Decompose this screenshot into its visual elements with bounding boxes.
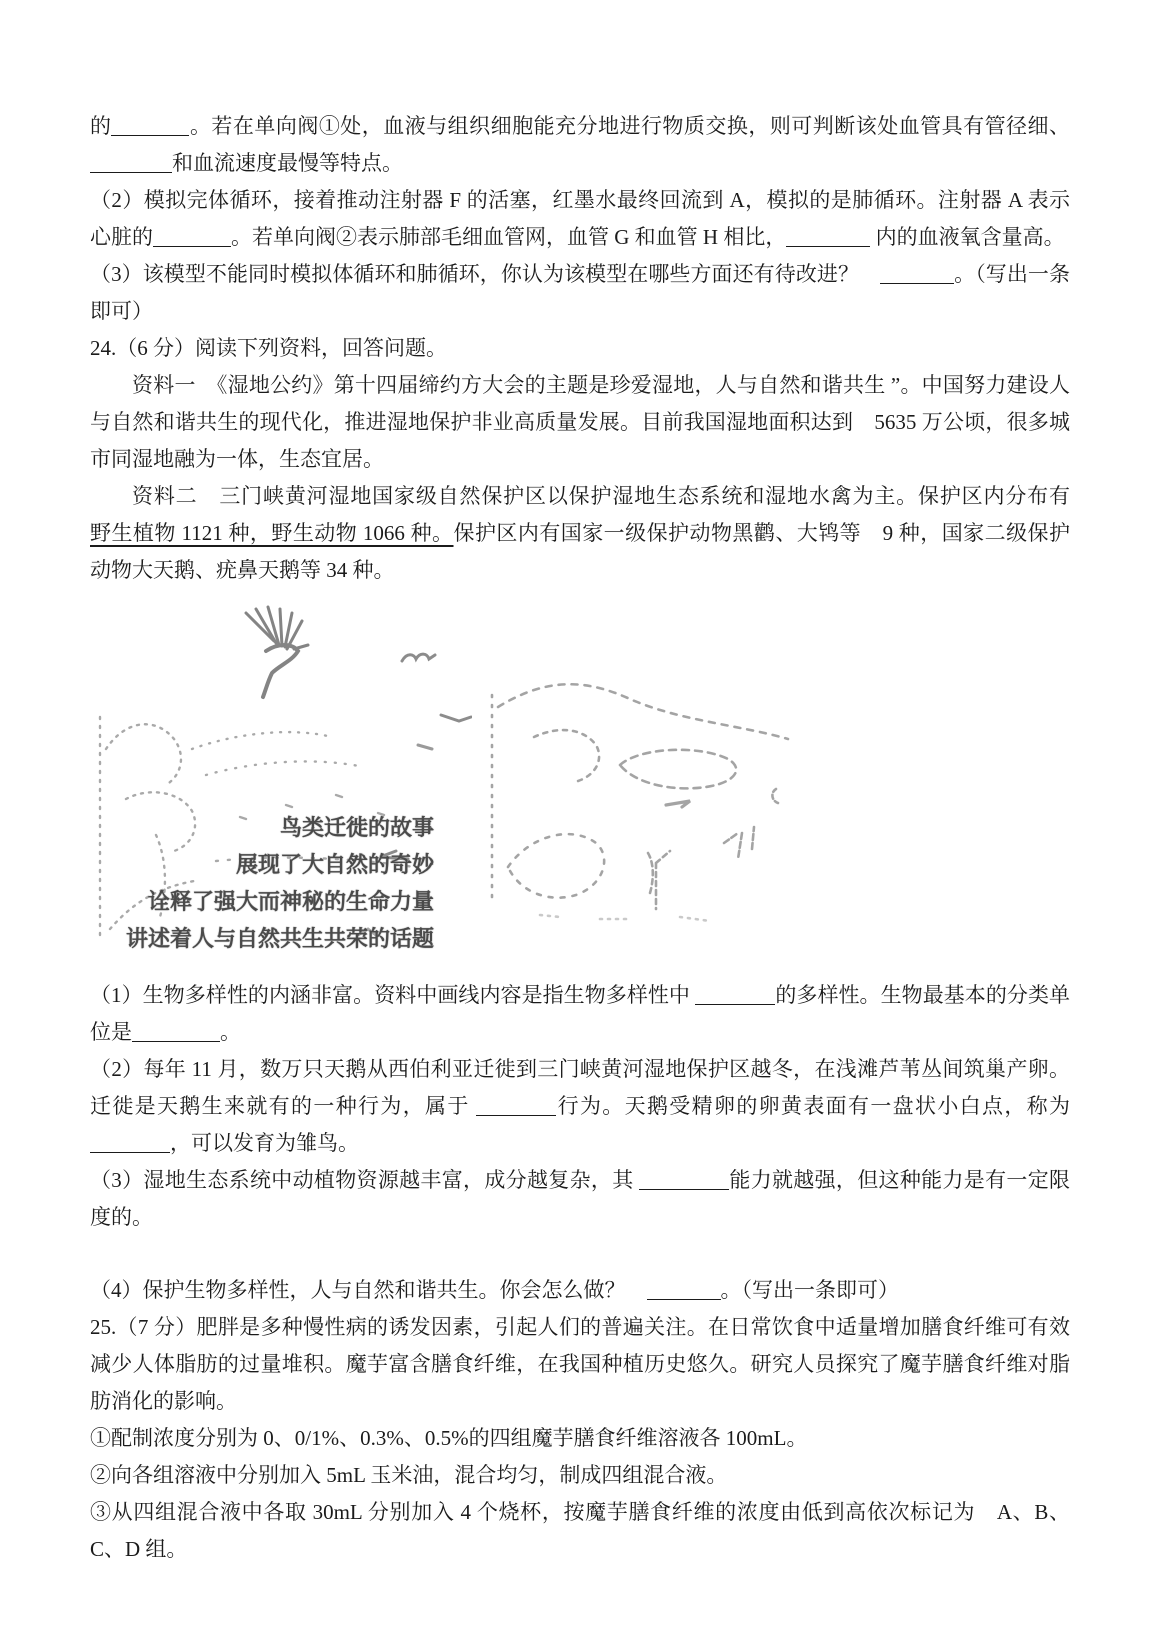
- answer-blank: [639, 1168, 729, 1190]
- text-run: （2）每年 11 月，数万只天鹅从西伯利亚迁徙到三门峡黄河湿地保护区越冬，在浅滩芦苇丛间筑巢产卵。迁徙是天鹅生来就有的一种行为，属于: [90, 1057, 1070, 1118]
- answer-blank: [695, 983, 775, 1005]
- answer-blank: [90, 151, 172, 173]
- text-run: 。（写出一条即可）: [90, 262, 1071, 323]
- text-run: 的: [90, 114, 112, 138]
- text-run: 资料二 三门峡黄河湿地国家级自然保护区以保护湿地生态系统和湿地水禽为主。保护区内分布有: [132, 484, 1091, 508]
- figure-caption-line: 讲述着人与自然共生共荣的话题: [125, 926, 434, 951]
- text-run: （2）模拟完体循环，接着推动注射器 F 的活塞，红墨水最终回流到 A，模拟的是肺循环。注射器 A 表示心脏的: [90, 188, 1070, 249]
- figure-caption-line: 诠释了强大而神秘的生命力量: [147, 889, 434, 914]
- answer-blank: [880, 262, 954, 284]
- answer-blank: [153, 225, 231, 247]
- text-run: 保护区内有国家一级保护动物黑鹳、大鸨等 9 种，国家二级保护动物大天鹅、疣鼻天鹅等 34 种。: [90, 521, 1070, 582]
- q25-step2-text: [90, 1457, 1070, 1494]
- text-run: ①配制浓度分别为 0、0/1%、0.3%、0.5%的四组魔芋膳食纤维溶液各 100mL。: [90, 1426, 808, 1450]
- text-run: 。若单向阀②表示肺部毛细血管网，血管 G 和血管 H 相比，: [231, 225, 787, 249]
- q24-heading: [90, 330, 1070, 367]
- text-run: 内的血液氧含量高。: [870, 225, 1065, 249]
- text-run: 资料一 《湿地公约》第十四届缔约方大会的主题是珍爱湿地，人与自然和谐共生 ”。中国努力建设人与自然和谐共生的现代化，推进湿地保护非业高质量发展。目前我国湿地面积达到 5635 万公顷，很多城市同湿地融为一体，生态宜居。: [90, 373, 1070, 471]
- figure-caption-line: 鸟类迁徙的故事: [279, 815, 434, 840]
- wetland-map-sketch-icon: [480, 647, 804, 934]
- text-run: ③从四组混合液中各取 30mL 分别加入 4 个烧杯，按魔芋膳食纤维的浓度由低到高依次标记为 A、B、C、D 组。: [90, 1500, 1070, 1561]
- text-run: 25.（7 分）肥胖是多种慢性病的诱发因素，引起人们的普遍关注。在日常饮食中适量增加膳食纤维可有效减少人体脂肪的过量堆积。魔芋富含膳食纤维，在我国种植历史悠久。研究人员探究了魔芋膳食纤维对脂肪消化的影响。: [90, 1315, 1070, 1413]
- text-run: ②向各组溶液中分别加入 5mL 玉米油，混合均匀，制成四组混合液。: [90, 1463, 728, 1487]
- answer-blank: [476, 1094, 556, 1116]
- text-run: （3）该模型不能同时模拟体循环和肺循环，你认为该模型在哪些方面还有待改进？: [90, 262, 881, 286]
- text-run: （3）湿地生态系统中动植物资源越丰富，成分越复杂，其: [90, 1168, 640, 1192]
- text-run: 能力就越强，但这种能力是有一定限度的。: [90, 1168, 1071, 1229]
- figure-caption: [126, 809, 434, 957]
- text-run: （1）生物多样性的内涵非富。资料中画线内容是指生物多样性中: [90, 983, 696, 1007]
- q25-step3-text: [90, 1494, 1070, 1568]
- q24-material2: [90, 478, 1091, 589]
- answer-blank: [132, 1020, 220, 1042]
- q23-part3-text: [90, 256, 1070, 330]
- q23-part1-text: [90, 108, 1070, 182]
- text-run: 。若在单向阀①处，血液与组织细胞能充分地进行物质交换，则可判断该处血管具有管径细、: [189, 114, 1071, 138]
- text-run: 行为。天鹅受精卵的卵黄表面有一盘状小白点，称为: [556, 1094, 1071, 1118]
- text-run: （4）保护生物多样性，人与自然和谐共生。你会怎么做？: [90, 1278, 647, 1302]
- q24-sub4-text: [90, 1272, 1070, 1309]
- q23-part2-text: [90, 182, 1070, 256]
- q24-sub2-text: [90, 1051, 1070, 1162]
- bird-migration-illustration: [96, 599, 472, 951]
- answer-blank: [647, 1278, 721, 1300]
- text-run: 的多样性。生物最基本的分类单位是: [90, 983, 1071, 1044]
- figure-caption-line: 展现了大自然的奇妙: [235, 852, 434, 877]
- q25-intro-text: [90, 1309, 1070, 1420]
- q25-step1-text: [90, 1420, 1070, 1457]
- q24-sub1-text: [90, 977, 1070, 1051]
- answer-blank: [786, 225, 870, 247]
- answer-blank: [111, 114, 189, 136]
- text-run: ，可以发育为雏鸟。: [170, 1131, 359, 1155]
- text-run: 24.（6 分）阅读下列资料，回答问题。: [90, 336, 447, 360]
- answer-blank: [90, 1131, 170, 1153]
- q24-sub3-text: [90, 1162, 1070, 1236]
- text-run: 。: [220, 1020, 241, 1044]
- q24-figures: [96, 599, 1070, 951]
- underlined-text: 野生植物 1121 种，野生动物 1066 种。: [90, 521, 454, 545]
- wetland-sketch-illustration: [480, 647, 804, 934]
- text-run: 。（写出一条即可）: [720, 1278, 899, 1302]
- text-run: 和血流速度最慢等特点。: [172, 151, 403, 175]
- q24-material1: [90, 367, 1070, 478]
